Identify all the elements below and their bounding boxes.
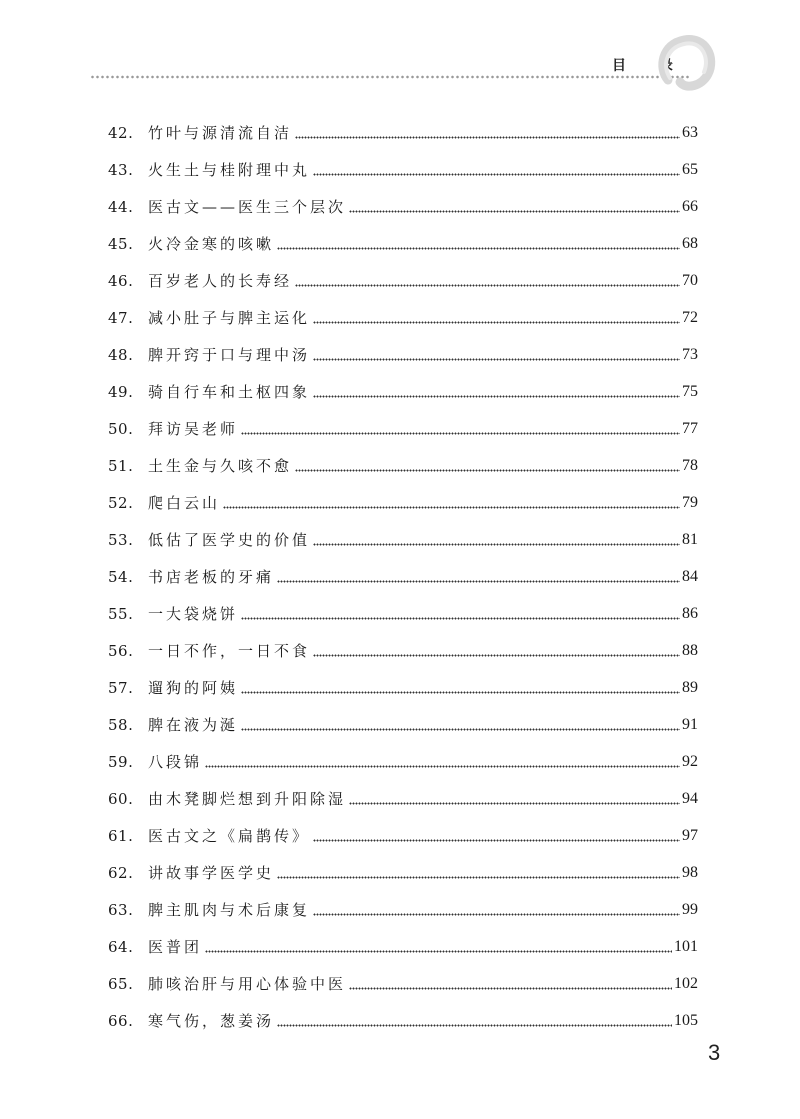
toc-entry[interactable] [108,661,698,698]
table-of-contents [108,106,698,1031]
toc-entry-number: 52. [108,494,134,512]
toc-entry-page: 86 [682,605,698,622]
toc-entry-page: 72 [682,309,698,326]
toc-entry-title: 医古文——医生三个层次 [148,198,347,216]
toc-entry-title: 百岁老人的长寿经 [148,272,293,290]
toc-entry-page: 73 [682,346,698,363]
toc-entry-page: 77 [682,420,698,437]
toc-entry-number: 44. [108,198,134,216]
toc-entry-number: 50. [108,420,134,438]
toc-entry-number: 55. [108,605,134,623]
toc-entry-title: 一大袋烧饼 [148,605,239,623]
toc-entry-title: 书店老板的牙痛 [148,568,275,586]
toc-dot-leader [313,173,680,176]
toc-entry[interactable] [108,587,698,624]
toc-entry-title: 减小肚子与脾主运化 [148,309,311,327]
toc-entry[interactable] [108,624,698,661]
toc-entry-number: 63. [108,901,134,919]
toc-entry-title: 肺咳治肝与用心体验中医 [148,975,347,993]
toc-entry[interactable] [108,476,698,513]
toc-entry-page: 81 [682,531,698,548]
toc-entry-number: 62. [108,864,134,882]
toc-entry-title: 寒气伤，葱姜汤 [148,1012,275,1030]
toc-entry-number: 53. [108,531,134,549]
toc-entry[interactable] [108,328,698,365]
toc-entry-page: 101 [674,938,698,955]
toc-entry[interactable] [108,698,698,735]
toc-dot-leader [313,321,680,324]
toc-entry-title: 骑自行车和土枢四象 [148,383,311,401]
toc-entry-title: 火冷金寒的咳嗽 [148,235,275,253]
toc-entry-number: 42. [108,124,134,142]
header-dotted-rule [90,74,690,80]
toc-entry-title: 八段锦 [148,753,203,771]
toc-dot-leader [295,284,680,287]
toc-dot-leader [313,913,680,916]
toc-entry-page: 66 [682,198,698,215]
toc-entry-page: 89 [682,679,698,696]
toc-dot-leader [277,247,680,250]
toc-dot-leader [277,876,680,879]
toc-entry[interactable] [108,957,698,994]
toc-dot-leader [241,617,680,620]
toc-dot-leader [349,802,680,805]
toc-entry-title: 脾在液为涎 [148,716,239,734]
toc-entry[interactable] [108,291,698,328]
toc-entry[interactable] [108,439,698,476]
brush-swirl-icon [650,30,720,100]
toc-dot-leader [313,654,680,657]
toc-entry[interactable] [108,106,698,143]
toc-entry-title: 低估了医学史的价值 [148,531,311,549]
page-number: 3 [708,1040,721,1065]
toc-entry-page: 105 [674,1012,698,1029]
toc-entry-title: 由木凳脚烂想到升阳除湿 [148,790,347,808]
toc-entry-number: 61. [108,827,134,845]
toc-entry-page: 91 [682,716,698,733]
toc-entry-number: 66. [108,1012,134,1030]
toc-dot-leader [295,469,680,472]
toc-entry-title: 火生土与桂附理中丸 [148,161,311,179]
toc-dot-leader [313,839,680,842]
toc-entry-title: 医普团 [148,938,203,956]
toc-entry-title: 拜访吴老师 [148,420,239,438]
toc-entry-number: 51. [108,457,134,475]
toc-entry-title: 土生金与久咳不愈 [148,457,293,475]
toc-entry-number: 47. [108,309,134,327]
page-header [0,0,800,100]
toc-entry-title: 爬白云山 [148,494,221,512]
toc-entry-page: 65 [682,161,698,178]
toc-entry-title: 医古文之《扁鹊传》 [148,827,311,845]
toc-entry-page: 78 [682,457,698,474]
toc-entry-title: 一日不作，一日不食 [148,642,311,660]
running-head-title: 目 录 [612,58,687,74]
toc-dot-leader [349,987,672,990]
toc-entry-title: 脾开窍于口与理中汤 [148,346,311,364]
toc-entry-title: 竹叶与源清流自洁 [148,124,293,142]
toc-dot-leader [205,765,680,768]
toc-entry-page: 88 [682,642,698,659]
toc-entry-page: 79 [682,494,698,511]
toc-entry-number: 45. [108,235,134,253]
toc-entry-page: 70 [682,272,698,289]
toc-entry-number: 60. [108,790,134,808]
toc-dot-leader [295,136,680,139]
toc-entry[interactable] [108,365,698,402]
toc-entry-number: 49. [108,383,134,401]
toc-dot-leader [205,950,672,953]
toc-entry[interactable] [108,550,698,587]
toc-dot-leader [313,358,680,361]
toc-dot-leader [223,506,680,509]
toc-entry-page: 102 [674,975,698,992]
toc-entry-page: 98 [682,864,698,881]
toc-entry-page: 84 [682,568,698,585]
toc-entry-number: 48. [108,346,134,364]
toc-dot-leader [277,1024,672,1027]
toc-dot-leader [313,395,680,398]
toc-entry-page: 97 [682,827,698,844]
toc-entry[interactable] [108,846,698,883]
toc-entry-title: 脾主肌肉与术后康复 [148,901,311,919]
toc-entry-page: 68 [682,235,698,252]
toc-entry[interactable] [108,809,698,846]
toc-entry-page: 63 [682,124,698,141]
toc-entry[interactable] [108,217,698,254]
toc-entry-title: 讲故事学医学史 [148,864,275,882]
toc-entry-number: 58. [108,716,134,734]
toc-entry[interactable] [108,883,698,920]
toc-entry-number: 43. [108,161,134,179]
toc-entry[interactable] [108,513,698,550]
toc-entry-number: 57. [108,679,134,697]
toc-entry-number: 64. [108,938,134,956]
toc-dot-leader [241,691,680,694]
toc-dot-leader [313,543,680,546]
toc-entry[interactable] [108,402,698,439]
toc-entry-page: 94 [682,790,698,807]
toc-entry-page: 99 [682,901,698,918]
toc-dot-leader [241,432,680,435]
toc-dot-leader [277,580,680,583]
toc-entry-number: 65. [108,975,134,993]
toc-entry-number: 56. [108,642,134,660]
toc-entry[interactable] [108,143,698,180]
toc-entry[interactable] [108,994,698,1031]
toc-entry[interactable] [108,772,698,809]
toc-entry[interactable] [108,920,698,957]
toc-entry-page: 92 [682,753,698,770]
toc-entry-number: 46. [108,272,134,290]
toc-entry-page: 75 [682,383,698,400]
toc-entry-number: 59. [108,753,134,771]
toc-dot-leader [349,210,680,213]
toc-entry-number: 54. [108,568,134,586]
toc-entry-title: 遛狗的阿姨 [148,679,239,697]
toc-entry[interactable] [108,735,698,772]
toc-entry[interactable] [108,254,698,291]
toc-dot-leader [241,728,680,731]
toc-entry[interactable] [108,180,698,217]
